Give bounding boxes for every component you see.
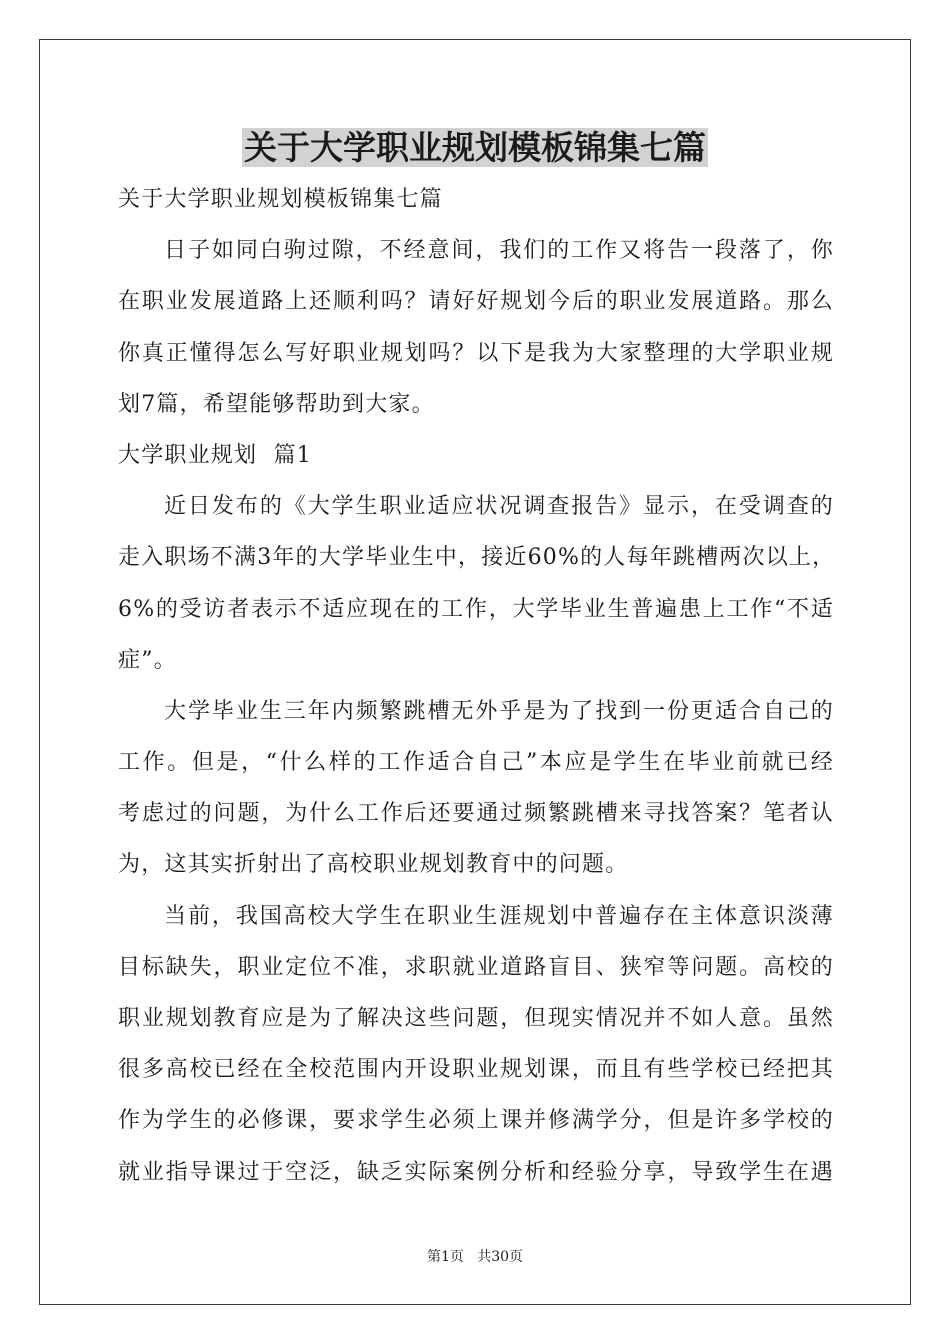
paragraph-line: 作为学生的必修课，要求学生必须上课并修满学分，但是许多学校的 [118,1108,834,1134]
document-title [0,122,950,174]
paragraph-line: 为，这其实折射出了高校职业规划教育中的问题。 [118,852,629,878]
paragraph-line: 工作。但是，“什么样的工作适合自己”本应是学生在毕业前就已经 [118,750,834,776]
paragraph-line: 当前，我国高校大学生在职业生涯规划中普遍存在主体意识淡薄 [164,903,834,929]
document-body [118,174,834,1198]
paragraph-line: 6%的受访者表示不适应现在的工作，大学毕业生普遍患上工作“不适 [118,596,834,622]
paragraph-line: 划7篇，希望能够帮助到大家。 [118,391,435,417]
document-title-text: 关于大学职业规划模板锦集七篇 [244,128,706,167]
paragraph-line: 你真正懂得怎么写好职业规划吗？以下是我为大家整理的大学职业规 [118,340,834,366]
paragraph-line: 就业指导课过于空泛，缺乏实际案例分析和经验分享，导致学生在遇 [118,1159,834,1185]
paragraph-line: 近日发布的《大学生职业适应状况调查报告》显示，在受调查的 [164,494,834,520]
paragraph-line: 大学毕业生三年内频繁跳槽无外乎是为了找到一份更适合自己的 [164,698,834,724]
page-footer: 第1页 共30页 [426,1249,524,1265]
paragraph-line: 考虑过的问题，为什么工作后还要通过频繁跳槽来寻找答案？笔者认 [118,801,834,827]
paragraph-line: 在职业发展道路上还顺利吗？请好好规划今后的职业发展道路。那么 [118,289,834,315]
paragraph-line: 走入职场不满3年的大学毕业生中，接近60%的人每年跳槽两次以上， [118,545,836,571]
paragraph-line: 很多高校已经在全校范围内开设职业规划课，而且有些学校已经把其 [118,1057,834,1083]
subtitle-line: 关于大学职业规划模板锦集七篇 [118,187,443,212]
paragraph-line: 目标缺失，职业定位不准，求职就业道路盲目、狭窄等问题。高校的 [118,954,834,980]
paragraph-line: 日子如同白驹过隙，不经意间，我们的工作又将告一段落了，你 [164,238,834,264]
paragraph-line: 症”。 [118,647,177,673]
paragraph-line: 职业规划教育应是为了解决这些问题，但现实情况并不如人意。虽然 [118,1006,834,1031]
section-heading: 大学职业规划 篇1 [118,442,312,468]
